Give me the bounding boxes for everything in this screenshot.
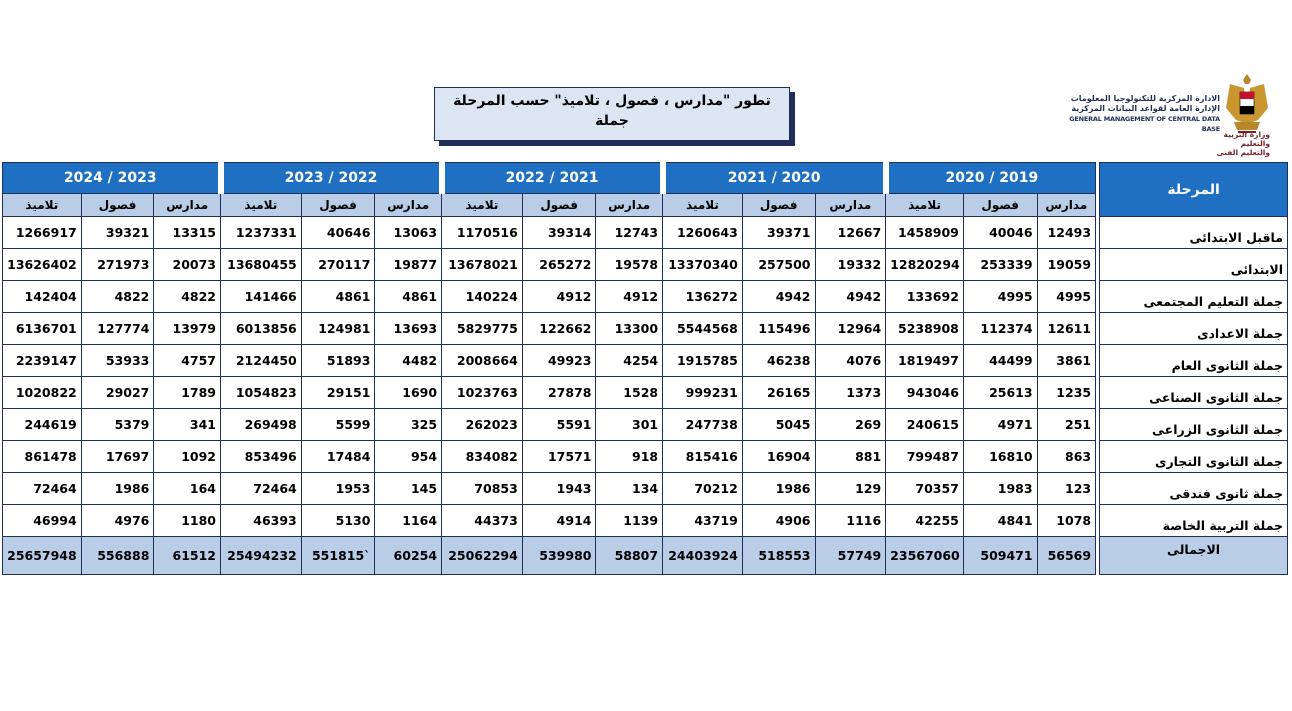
value-cell: 13370340 <box>663 249 743 281</box>
value-cell: 1986 <box>81 473 154 505</box>
stage-cell: جملة ثانوى فندقى <box>1100 473 1288 505</box>
value-cell: 240615 <box>886 409 964 441</box>
total-value-cell: 539980 <box>522 537 596 575</box>
stage-cell: جملة الثانوى العام <box>1100 345 1288 377</box>
year-header: 2023 / 2022 <box>221 163 442 194</box>
value-cell: 834082 <box>442 441 523 473</box>
value-cell: 39314 <box>522 217 596 249</box>
stage-cell: جملة الاعدادى <box>1100 313 1288 345</box>
value-cell: 17484 <box>301 441 375 473</box>
value-cell: 19059 <box>1037 249 1096 281</box>
sub-header: تلاميذ <box>442 194 523 217</box>
table-row <box>3 217 1288 249</box>
value-cell: 4971 <box>963 409 1037 441</box>
value-cell: 1116 <box>815 505 886 537</box>
value-cell: 4841 <box>963 505 1037 537</box>
value-cell: 46393 <box>221 505 302 537</box>
value-cell: 29027 <box>81 377 154 409</box>
value-cell: 1078 <box>1037 505 1096 537</box>
total-value-cell: 25062294 <box>442 537 523 575</box>
value-cell: 4912 <box>596 281 663 313</box>
value-cell: 5130 <box>301 505 375 537</box>
table-row <box>3 313 1288 345</box>
logo-text <box>1060 94 1220 134</box>
value-cell: 251 <box>1037 409 1096 441</box>
sub-header: مدارس <box>815 194 886 217</box>
sub-header: تلاميذ <box>3 194 82 217</box>
value-cell: 122662 <box>522 313 596 345</box>
value-cell: 881 <box>815 441 886 473</box>
total-value-cell: 556888 <box>81 537 154 575</box>
total-label-cell: الاجمالى <box>1100 537 1288 575</box>
value-cell: 20073 <box>154 249 221 281</box>
value-cell: 19877 <box>375 249 442 281</box>
value-cell: 13063 <box>375 217 442 249</box>
logo-line-1: الادارة المركزية للتكنولوجيا المعلومات <box>1070 94 1220 103</box>
value-cell: 4906 <box>742 505 815 537</box>
value-cell: 5544568 <box>663 313 743 345</box>
value-cell: 70357 <box>886 473 964 505</box>
sub-header: تلاميذ <box>886 194 964 217</box>
total-value-cell: 57749 <box>815 537 886 575</box>
value-cell: 141466 <box>221 281 302 313</box>
value-cell: 1235 <box>1037 377 1096 409</box>
value-cell: 4861 <box>375 281 442 313</box>
value-cell: 1170516 <box>442 217 523 249</box>
stage-cell: الابتدائى <box>1100 249 1288 281</box>
value-cell: 5238908 <box>886 313 964 345</box>
value-cell: 2124450 <box>221 345 302 377</box>
value-cell: 5599 <box>301 409 375 441</box>
value-cell: 244619 <box>3 409 82 441</box>
value-cell: 999231 <box>663 377 743 409</box>
value-cell: 136272 <box>663 281 743 313</box>
value-cell: 918 <box>596 441 663 473</box>
table-row <box>3 249 1288 281</box>
total-row <box>3 537 1288 575</box>
ministry-logo <box>1060 72 1270 164</box>
value-cell: 142404 <box>3 281 82 313</box>
value-cell: 1986 <box>742 473 815 505</box>
value-cell: 4482 <box>375 345 442 377</box>
value-cell: 4995 <box>1037 281 1096 313</box>
value-cell: 26165 <box>742 377 815 409</box>
value-cell: 4076 <box>815 345 886 377</box>
table-row <box>3 473 1288 505</box>
logo-ministry-name <box>1200 130 1270 157</box>
value-cell: 1260643 <box>663 217 743 249</box>
logo-line-4: وزارة التربية والتعليم <box>1223 130 1270 148</box>
value-cell: 2008664 <box>442 345 523 377</box>
sub-header: مدارس <box>375 194 442 217</box>
value-cell: 4942 <box>742 281 815 313</box>
logo-line-2: الإدارة العامة لقواعد البيانات المركزية <box>1071 104 1220 113</box>
stage-cell: جملة الثانوى الزراعى <box>1100 409 1288 441</box>
value-cell: 325 <box>375 409 442 441</box>
value-cell: 5379 <box>81 409 154 441</box>
value-cell: 853496 <box>221 441 302 473</box>
value-cell: 164 <box>154 473 221 505</box>
year-header: 2021 / 2020 <box>663 163 886 194</box>
table-row <box>3 409 1288 441</box>
value-cell: 16904 <box>742 441 815 473</box>
total-value-cell: 509471 <box>963 537 1037 575</box>
value-cell: 247738 <box>663 409 743 441</box>
value-cell: 1915785 <box>663 345 743 377</box>
value-cell: 29151 <box>301 377 375 409</box>
sub-header: تلاميذ <box>221 194 302 217</box>
value-cell: 112374 <box>963 313 1037 345</box>
value-cell: 954 <box>375 441 442 473</box>
value-cell: 1373 <box>815 377 886 409</box>
value-cell: 46994 <box>3 505 82 537</box>
value-cell: 13979 <box>154 313 221 345</box>
value-cell: 134 <box>596 473 663 505</box>
value-cell: 1180 <box>154 505 221 537</box>
value-cell: 271973 <box>81 249 154 281</box>
value-cell: 5829775 <box>442 313 523 345</box>
value-cell: 25613 <box>963 377 1037 409</box>
year-header: 2024 / 2023 <box>3 163 221 194</box>
total-value-cell: 61512 <box>154 537 221 575</box>
value-cell: 12493 <box>1037 217 1096 249</box>
value-cell: 1054823 <box>221 377 302 409</box>
value-cell: 270117 <box>301 249 375 281</box>
total-value-cell: 551815` <box>301 537 375 575</box>
total-value-cell: 518553 <box>742 537 815 575</box>
year-header: 2020 / 2019 <box>886 163 1096 194</box>
value-cell: 1819497 <box>886 345 964 377</box>
value-cell: 44373 <box>442 505 523 537</box>
value-cell: 1092 <box>154 441 221 473</box>
sub-header: فصول <box>963 194 1037 217</box>
year-header-row <box>3 163 1288 194</box>
value-cell: 13626402 <box>3 249 82 281</box>
value-cell: 3861 <box>1037 345 1096 377</box>
value-cell: 40646 <box>301 217 375 249</box>
value-cell: 1953 <box>301 473 375 505</box>
value-cell: 4757 <box>154 345 221 377</box>
value-cell: 269 <box>815 409 886 441</box>
value-cell: 1528 <box>596 377 663 409</box>
value-cell: 1237331 <box>221 217 302 249</box>
value-cell: 17571 <box>522 441 596 473</box>
value-cell: 4942 <box>815 281 886 313</box>
logo-line-3: GENERAL MANAGEMENT OF CENTRAL DATA BASE <box>1069 115 1220 133</box>
sub-header: تلاميذ <box>663 194 743 217</box>
value-cell: 4914 <box>522 505 596 537</box>
value-cell: 863 <box>1037 441 1096 473</box>
value-cell: 70853 <box>442 473 523 505</box>
value-cell: 4995 <box>963 281 1037 313</box>
sub-header: فصول <box>742 194 815 217</box>
value-cell: 4861 <box>301 281 375 313</box>
stage-cell: جملة التعليم المجتمعى <box>1100 281 1288 313</box>
value-cell: 262023 <box>442 409 523 441</box>
stage-header: المرحلة <box>1100 163 1288 217</box>
value-cell: 70212 <box>663 473 743 505</box>
value-cell: 4254 <box>596 345 663 377</box>
value-cell: 1458909 <box>886 217 964 249</box>
value-cell: 53933 <box>81 345 154 377</box>
stage-cell: جملة التربية الخاصة <box>1100 505 1288 537</box>
value-cell: 1139 <box>596 505 663 537</box>
value-cell: 13300 <box>596 313 663 345</box>
value-cell: 6013856 <box>221 313 302 345</box>
value-cell: 1164 <box>375 505 442 537</box>
value-cell: 51893 <box>301 345 375 377</box>
table-row <box>3 505 1288 537</box>
value-cell: 1789 <box>154 377 221 409</box>
table-row <box>3 377 1288 409</box>
page-title: تطور "مدارس ، فصول ، تلاميذ" حسب المرحلة <box>453 93 771 109</box>
value-cell: 1690 <box>375 377 442 409</box>
sub-header: مدارس <box>154 194 221 217</box>
value-cell: 12820294 <box>886 249 964 281</box>
value-cell: 13680455 <box>221 249 302 281</box>
value-cell: 44499 <box>963 345 1037 377</box>
page-subtitle: جملة <box>595 113 629 129</box>
value-cell: 2239147 <box>3 345 82 377</box>
logo-line-5: والتعليم الفنى <box>1216 148 1270 157</box>
value-cell: 115496 <box>742 313 815 345</box>
value-cell: 13315 <box>154 217 221 249</box>
total-value-cell: 25494232 <box>221 537 302 575</box>
value-cell: 13678021 <box>442 249 523 281</box>
value-cell: 42255 <box>886 505 964 537</box>
value-cell: 12611 <box>1037 313 1096 345</box>
total-value-cell: 56569 <box>1037 537 1096 575</box>
value-cell: 5591 <box>522 409 596 441</box>
value-cell: 5045 <box>742 409 815 441</box>
total-value-cell: 58807 <box>596 537 663 575</box>
stage-cell: جملة الثانوى التجارى <box>1100 441 1288 473</box>
value-cell: 257500 <box>742 249 815 281</box>
sub-header-row <box>3 194 1288 217</box>
total-value-cell: 24403924 <box>663 537 743 575</box>
table-row <box>3 345 1288 377</box>
value-cell: 49923 <box>522 345 596 377</box>
value-cell: 1020822 <box>3 377 82 409</box>
value-cell: 6136701 <box>3 313 82 345</box>
value-cell: 1983 <box>963 473 1037 505</box>
value-cell: 72464 <box>221 473 302 505</box>
value-cell: 133692 <box>886 281 964 313</box>
stage-cell: ماقبل الابتدائى <box>1100 217 1288 249</box>
value-cell: 129 <box>815 473 886 505</box>
value-cell: 799487 <box>886 441 964 473</box>
value-cell: 301 <box>596 409 663 441</box>
stage-cell: جملة الثانوى الصناعى <box>1100 377 1288 409</box>
value-cell: 12743 <box>596 217 663 249</box>
value-cell: 265272 <box>522 249 596 281</box>
sub-header: فصول <box>81 194 154 217</box>
value-cell: 39371 <box>742 217 815 249</box>
value-cell: 19578 <box>596 249 663 281</box>
sub-header: فصول <box>522 194 596 217</box>
table-row <box>3 441 1288 473</box>
value-cell: 46238 <box>742 345 815 377</box>
value-cell: 4912 <box>522 281 596 313</box>
value-cell: 145 <box>375 473 442 505</box>
total-value-cell: 60254 <box>375 537 442 575</box>
value-cell: 27878 <box>522 377 596 409</box>
value-cell: 140224 <box>442 281 523 313</box>
value-cell: 124981 <box>301 313 375 345</box>
table-row <box>3 281 1288 313</box>
value-cell: 39321 <box>81 217 154 249</box>
value-cell: 4822 <box>81 281 154 313</box>
value-cell: 12667 <box>815 217 886 249</box>
value-cell: 17697 <box>81 441 154 473</box>
value-cell: 253339 <box>963 249 1037 281</box>
value-cell: 341 <box>154 409 221 441</box>
page-title-box <box>434 87 790 141</box>
value-cell: 123 <box>1037 473 1096 505</box>
value-cell: 815416 <box>663 441 743 473</box>
value-cell: 1943 <box>522 473 596 505</box>
value-cell: 72464 <box>3 473 82 505</box>
sub-header: فصول <box>301 194 375 217</box>
value-cell: 4976 <box>81 505 154 537</box>
value-cell: 127774 <box>81 313 154 345</box>
total-value-cell: 23567060 <box>886 537 964 575</box>
value-cell: 861478 <box>3 441 82 473</box>
value-cell: 13693 <box>375 313 442 345</box>
sub-header: مدارس <box>596 194 663 217</box>
year-header: 2022 / 2021 <box>442 163 663 194</box>
value-cell: 40046 <box>963 217 1037 249</box>
value-cell: 1266917 <box>3 217 82 249</box>
value-cell: 12964 <box>815 313 886 345</box>
total-value-cell: 25657948 <box>3 537 82 575</box>
value-cell: 4822 <box>154 281 221 313</box>
value-cell: 269498 <box>221 409 302 441</box>
value-cell: 1023763 <box>442 377 523 409</box>
data-table <box>2 162 1288 575</box>
value-cell: 16810 <box>963 441 1037 473</box>
value-cell: 43719 <box>663 505 743 537</box>
value-cell: 19332 <box>815 249 886 281</box>
sub-header: مدارس <box>1037 194 1096 217</box>
value-cell: 943046 <box>886 377 964 409</box>
